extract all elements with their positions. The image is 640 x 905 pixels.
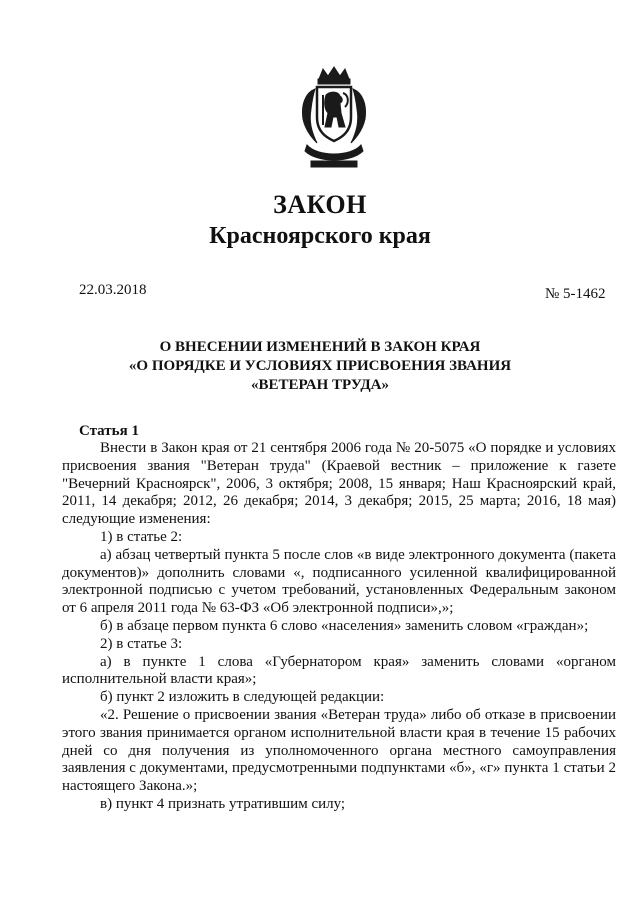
law-title: ЗАКОН (273, 190, 367, 219)
law-subject (90, 338, 550, 395)
subject-line: «ВЕТЕРАН ТРУДА» (251, 377, 389, 393)
article-paragraph: а) в пункте 1 слова «Губернатором края» заменить словами «органом исполнительной власти края»; (62, 653, 616, 688)
article-heading: Статья 1 (79, 423, 139, 439)
article-paragraph: а) абзац четвертый пункта 5 после слов «в виде электронного документа (пакета документов)» дополнить словами «, подписанного усиленной квалифицированной электронной подписью с учетом требований, установленных Федеральным законом от 6 апреля 2011 года № 63-ФЗ «Об электронной подписи»,»; (62, 546, 616, 617)
article-paragraph: б) в абзаце первом пункта 6 слово «населения» заменить словом «граждан»; (100, 617, 589, 634)
article-body (62, 440, 616, 814)
document-number: № 5-1462 (545, 286, 606, 302)
subject-line: «О ПОРЯДКЕ И УСЛОВИЯХ ПРИСВОЕНИЯ ЗВАНИЯ (128, 358, 512, 374)
article-paragraph: «2. Решение о присвоении звания «Ветеран труда» либо об отказе в присвоении этого звания принимается органом исполнительной власти края в течение 15 рабочих дней со дня получения из уполномоченного органа местного самоуправления заявления с документами, предусмотренными подпунктами «б», «г» пункта 1 статьи 2 настоящего Закона.»; (62, 706, 616, 795)
region-title: Красноярского края (209, 223, 431, 249)
document-date: 22.03.2018 (79, 282, 147, 298)
article-paragraph: б) пункт 2 изложить в следующей редакции: (100, 689, 385, 706)
article-paragraph: в) пункт 4 признать утратившим силу; (100, 795, 346, 812)
subject-line: О ВНЕСЕНИИ ИЗМЕНЕНИЙ В ЗАКОН КРАЯ (159, 339, 481, 355)
article-paragraph: 1) в статье 2: (100, 528, 183, 545)
article-paragraph: Внести в Закон края от 21 сентября 2006 года № 20-5075 «О порядке и условиях присвоения звания "Ветеран труда" (Краевой вестник – приложение к газете "Вечерний Красноярск", 2006, 3 октября; 2008, 15 января; Наш Красноярский край, 2011, 14 декабря; 2012, 26 декабря; 2014, 3 декабря; 2015, 25 марта; 2016, 18 мая) следующие изменения: (62, 440, 616, 528)
coat-of-arms-icon (293, 65, 375, 173)
article-paragraph: 2) в статье 3: (100, 635, 183, 652)
